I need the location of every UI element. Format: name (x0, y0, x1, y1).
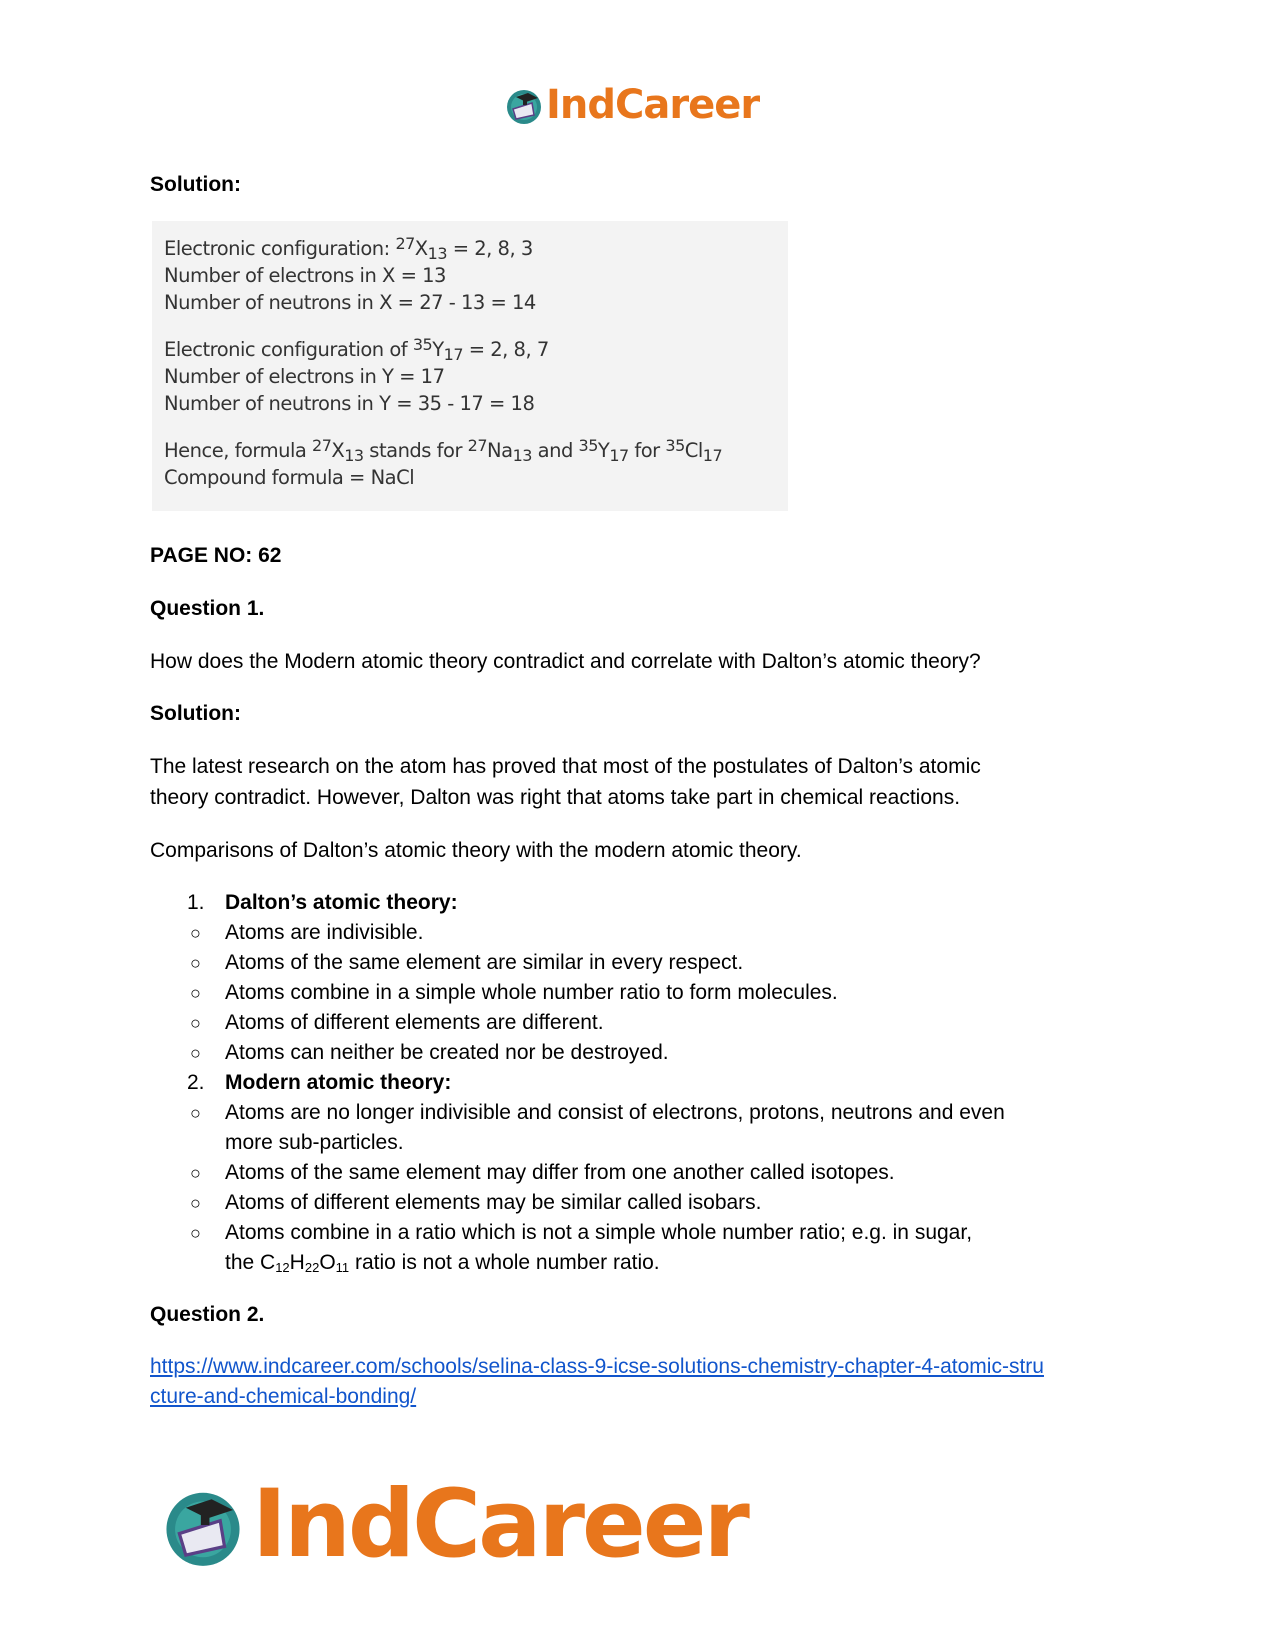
solution-paragraph-line-2: theory contradict. However, Dalton was right that atoms take part in chemical reactions. (150, 786, 961, 809)
logo-wordmark: IndCareer (546, 82, 760, 128)
hollow-bullet-icon: ○ (190, 1223, 201, 1243)
comparison-list-2 (150, 1068, 1130, 1098)
document-body (150, 172, 1130, 1412)
x-neutrons-line: Number of neutrons in X = 27 - 13 = 14 (164, 291, 536, 314)
solution-page-link[interactable]: https://www.indcareer.com/schools/selina-class-9-icse-solutions-chemistry-chapter-4-atomic-stru cture-and-chemical-bonding/ (150, 1355, 1044, 1408)
dalton-theory-title: Dalton’s atomic theory: (225, 891, 458, 914)
list-item: ○ Atoms of different elements may be similar called isobars. (150, 1188, 1130, 1218)
dalton-points (150, 918, 1130, 1068)
list-item: ○ Atoms can neither be created nor be destroyed. (150, 1038, 1130, 1068)
list-item: ○ Atoms of different elements are different. (150, 1008, 1130, 1038)
list-item: ○ Atoms combine in a ratio which is not a simple whole number ratio; e.g. in sugar, the $C_{12}H_{22}O_{11}$ ratio is not a whole number ratio. (150, 1218, 1130, 1278)
footer-logo (160, 1470, 747, 1579)
hollow-bullet-icon: ○ (190, 1163, 201, 1183)
solution-heading: Solution: (150, 173, 241, 196)
hence-formula-line: Hence, formula $^{27}X_{13}$ stands for $^{27}Na_{13}$ and $^{35}Y_{17}$ for $^{35}Cl_{17}$ (164, 436, 723, 465)
list-item: ○ Atoms are no longer indivisible and consist of electrons, protons, neutrons and even more sub-particles. (150, 1098, 1045, 1158)
question-2-heading: Question 2. (150, 1303, 265, 1326)
hollow-bullet-icon: ○ (190, 1193, 201, 1213)
hollow-bullet-icon: ○ (190, 953, 201, 973)
question-1-text: How does the Modern atomic theory contradict and correlate with Dalton’s atomic theory? (150, 650, 981, 673)
logo-wordmark: IndCareer (252, 1470, 747, 1579)
header-logo (504, 82, 759, 128)
logo-globe-icon (504, 85, 544, 125)
sugar-formula-line: the $C_{12}H_{22}O_{11}$ ratio is not a whole number ratio. (225, 1251, 660, 1275)
y-electrons-line: Number of electrons in Y = 17 (164, 365, 445, 388)
hollow-bullet-icon: ○ (190, 1013, 201, 1033)
comparison-intro: Comparisons of Dalton’s atomic theory with the modern atomic theory. (150, 839, 802, 862)
modern-points (150, 1098, 1130, 1278)
solution-paragraph-line-1: The latest research on the atom has proved that most of the postulates of Dalton’s atomic (150, 755, 981, 778)
hollow-bullet-icon: ○ (190, 1043, 201, 1063)
list-item: ○ Atoms are indivisible. (150, 918, 1130, 948)
compound-formula-line: Compound formula = NaCl (164, 466, 415, 489)
page-number-heading: PAGE NO: 62 (150, 544, 282, 567)
hollow-bullet-icon: ○ (190, 1103, 201, 1123)
x-electrons-line: Number of electrons in X = 13 (164, 264, 446, 287)
hollow-bullet-icon: ○ (190, 923, 201, 943)
modern-theory-title: Modern atomic theory: (225, 1071, 452, 1094)
solution-image-box (152, 221, 788, 511)
list-item: ○ Atoms combine in a simple whole number ratio to form molecules. (150, 978, 1130, 1008)
solution-2-heading: Solution: (150, 702, 241, 725)
list-item-modern: 2. Modern atomic theory: (150, 1068, 1130, 1098)
y-neutrons-line: Number of neutrons in Y = 35 - 17 = 18 (164, 392, 535, 415)
list-item: ○ Atoms of the same element may differ from one another called isotopes. (150, 1158, 1130, 1188)
question-1-heading: Question 1. (150, 597, 265, 620)
y-config-line: Electronic configuration of $^{35}Y_{17} = 2$, 8, 7 (164, 335, 549, 364)
x-config-line: Electronic configuration: $^{27}X_{13} = 2$, 8, 3 (164, 234, 533, 263)
list-item: ○ Atoms of the same element are similar in every respect. (150, 948, 1130, 978)
logo-globe-icon (160, 1482, 246, 1568)
hollow-bullet-icon: ○ (190, 983, 201, 1003)
list-item-dalton: 1. Dalton’s atomic theory: (150, 888, 1130, 918)
comparison-list (150, 888, 1130, 918)
